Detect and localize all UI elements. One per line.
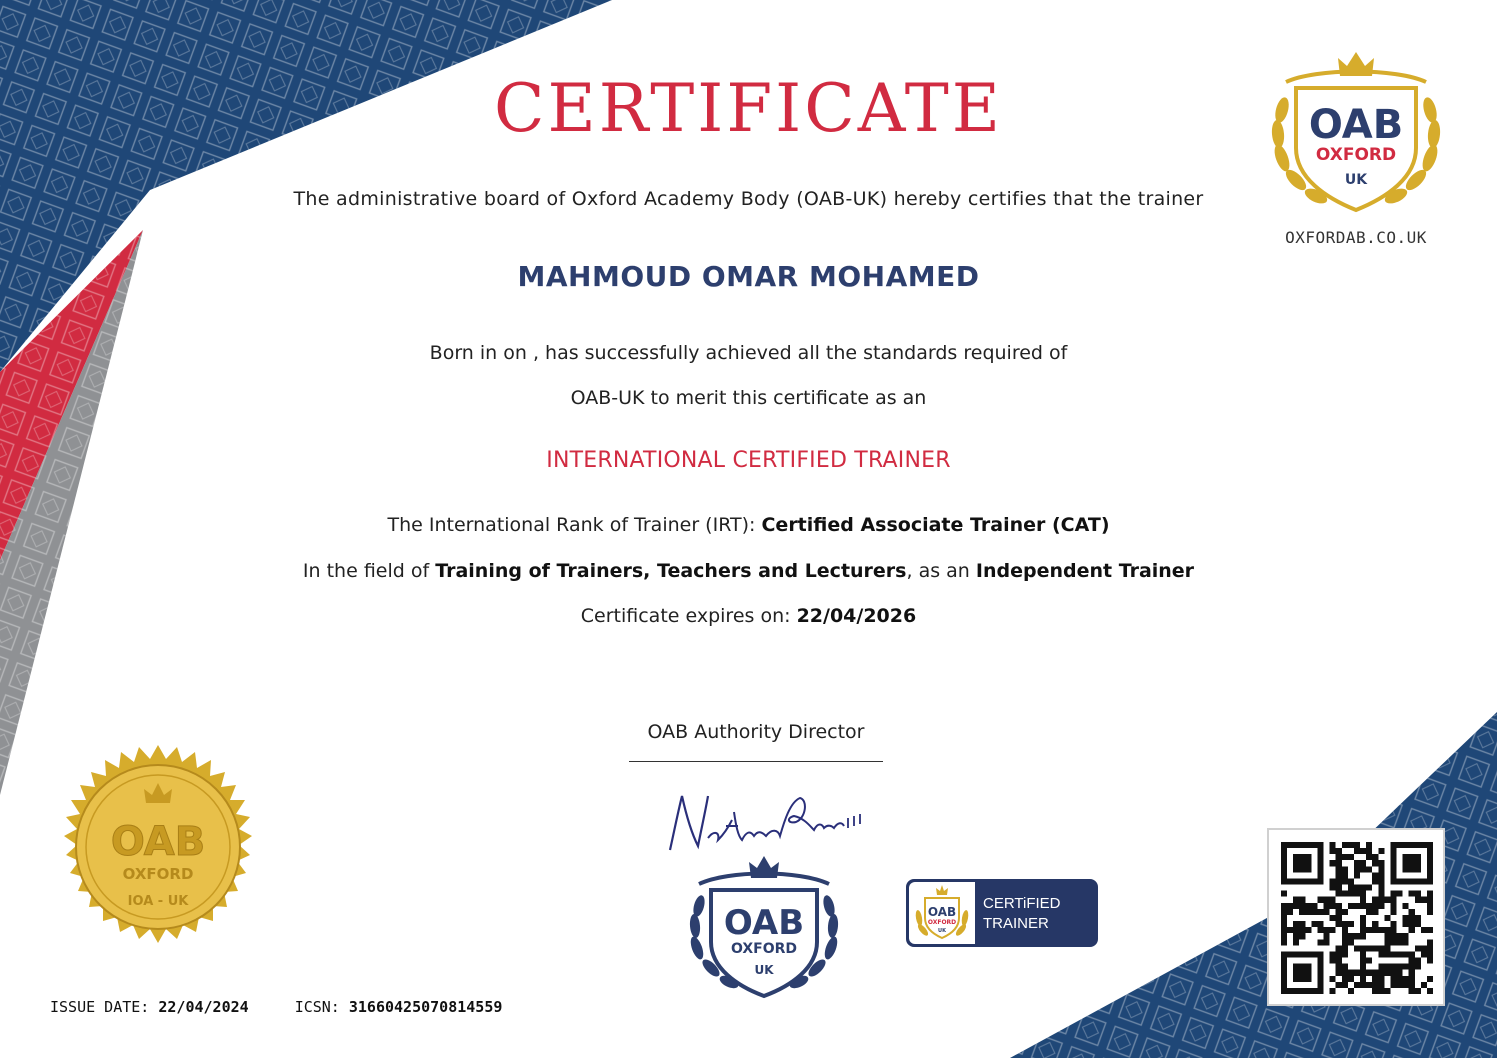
badge-logo-area [909,882,975,944]
certificate-title: INTERNATIONAL CERTIFIED TRAINER [546,448,951,473]
crown-icon [936,885,948,895]
statement-line-1: Born in on , has successfully achieved all the standards required of [429,342,1068,364]
bottom-logo-sub-text: OXFORD [730,941,798,957]
issue-date-label: ISSUE DATE: [50,998,159,1016]
irt-line [0,514,1497,536]
statement-line-2: OAB-UK to merit this certificate as an [570,387,927,409]
field-prefix: In the field of [302,560,436,582]
bottom-logo-country-text: UK [754,963,774,977]
signature [662,782,862,857]
badge-line-1: CERTiFIED [983,895,1061,912]
gold-seal [50,743,266,959]
expiry-line [0,605,1497,627]
certificate-heading: CERTIFICATE [494,70,1003,147]
oab-oxford-logo-top [1266,48,1446,218]
expiry-date: 22/04/2026 [796,605,917,627]
badge-logo-main: OAB [927,905,957,919]
signature-line [629,761,883,762]
field-line [0,560,1497,582]
field-role: Independent Trainer [975,560,1195,582]
qr-code[interactable] [1281,842,1433,994]
field-middle: , as an [906,560,976,582]
qr-code-frame [1267,828,1445,1006]
director-label: OAB Authority Director [647,721,865,743]
bottom-logo-main-text: OAB [723,903,805,943]
footer-info [50,998,502,1016]
seal-main-text: OAB [110,819,206,865]
badge-text [983,894,1061,934]
website-url: OXFORDAB.CO.UK [1285,228,1427,247]
badge-logo [909,882,975,944]
irt-label: The International Rank of Trainer (IRT): [387,514,762,536]
crown-icon [749,856,779,878]
oab-oxford-logo-bottom [685,852,843,1000]
irt-value: Certified Associate Trainer (CAT) [761,514,1110,536]
badge-logo-sub: OXFORD [927,919,957,926]
seal-sub-text: OXFORD [122,865,194,883]
icsn-label: ICSN: [294,998,349,1016]
seal-bottom-text: IOA - UK [127,894,189,909]
icsn-value: 31660425070814559 [348,998,503,1016]
badge-line-2: TRAINER [983,915,1049,932]
field-value: Training of Trainers, Teachers and Lecturers [435,560,907,582]
certified-trainer-badge [906,879,1098,947]
logo-country-text: UK [1344,172,1368,188]
trainer-name: MAHMOUD OMAR MOHAMED [517,260,980,293]
issue-date-value: 22/04/2024 [158,998,249,1016]
intro-text: The administrative board of Oxford Academy Body (OAB-UK) hereby certifies that the trainer [293,188,1204,210]
expiry-label: Certificate expires on: [580,605,797,627]
badge-logo-country: UK [938,928,946,934]
logo-sub-text: OXFORD [1315,145,1397,165]
crown-icon [1338,52,1374,76]
logo-main-text: OAB [1308,102,1404,148]
